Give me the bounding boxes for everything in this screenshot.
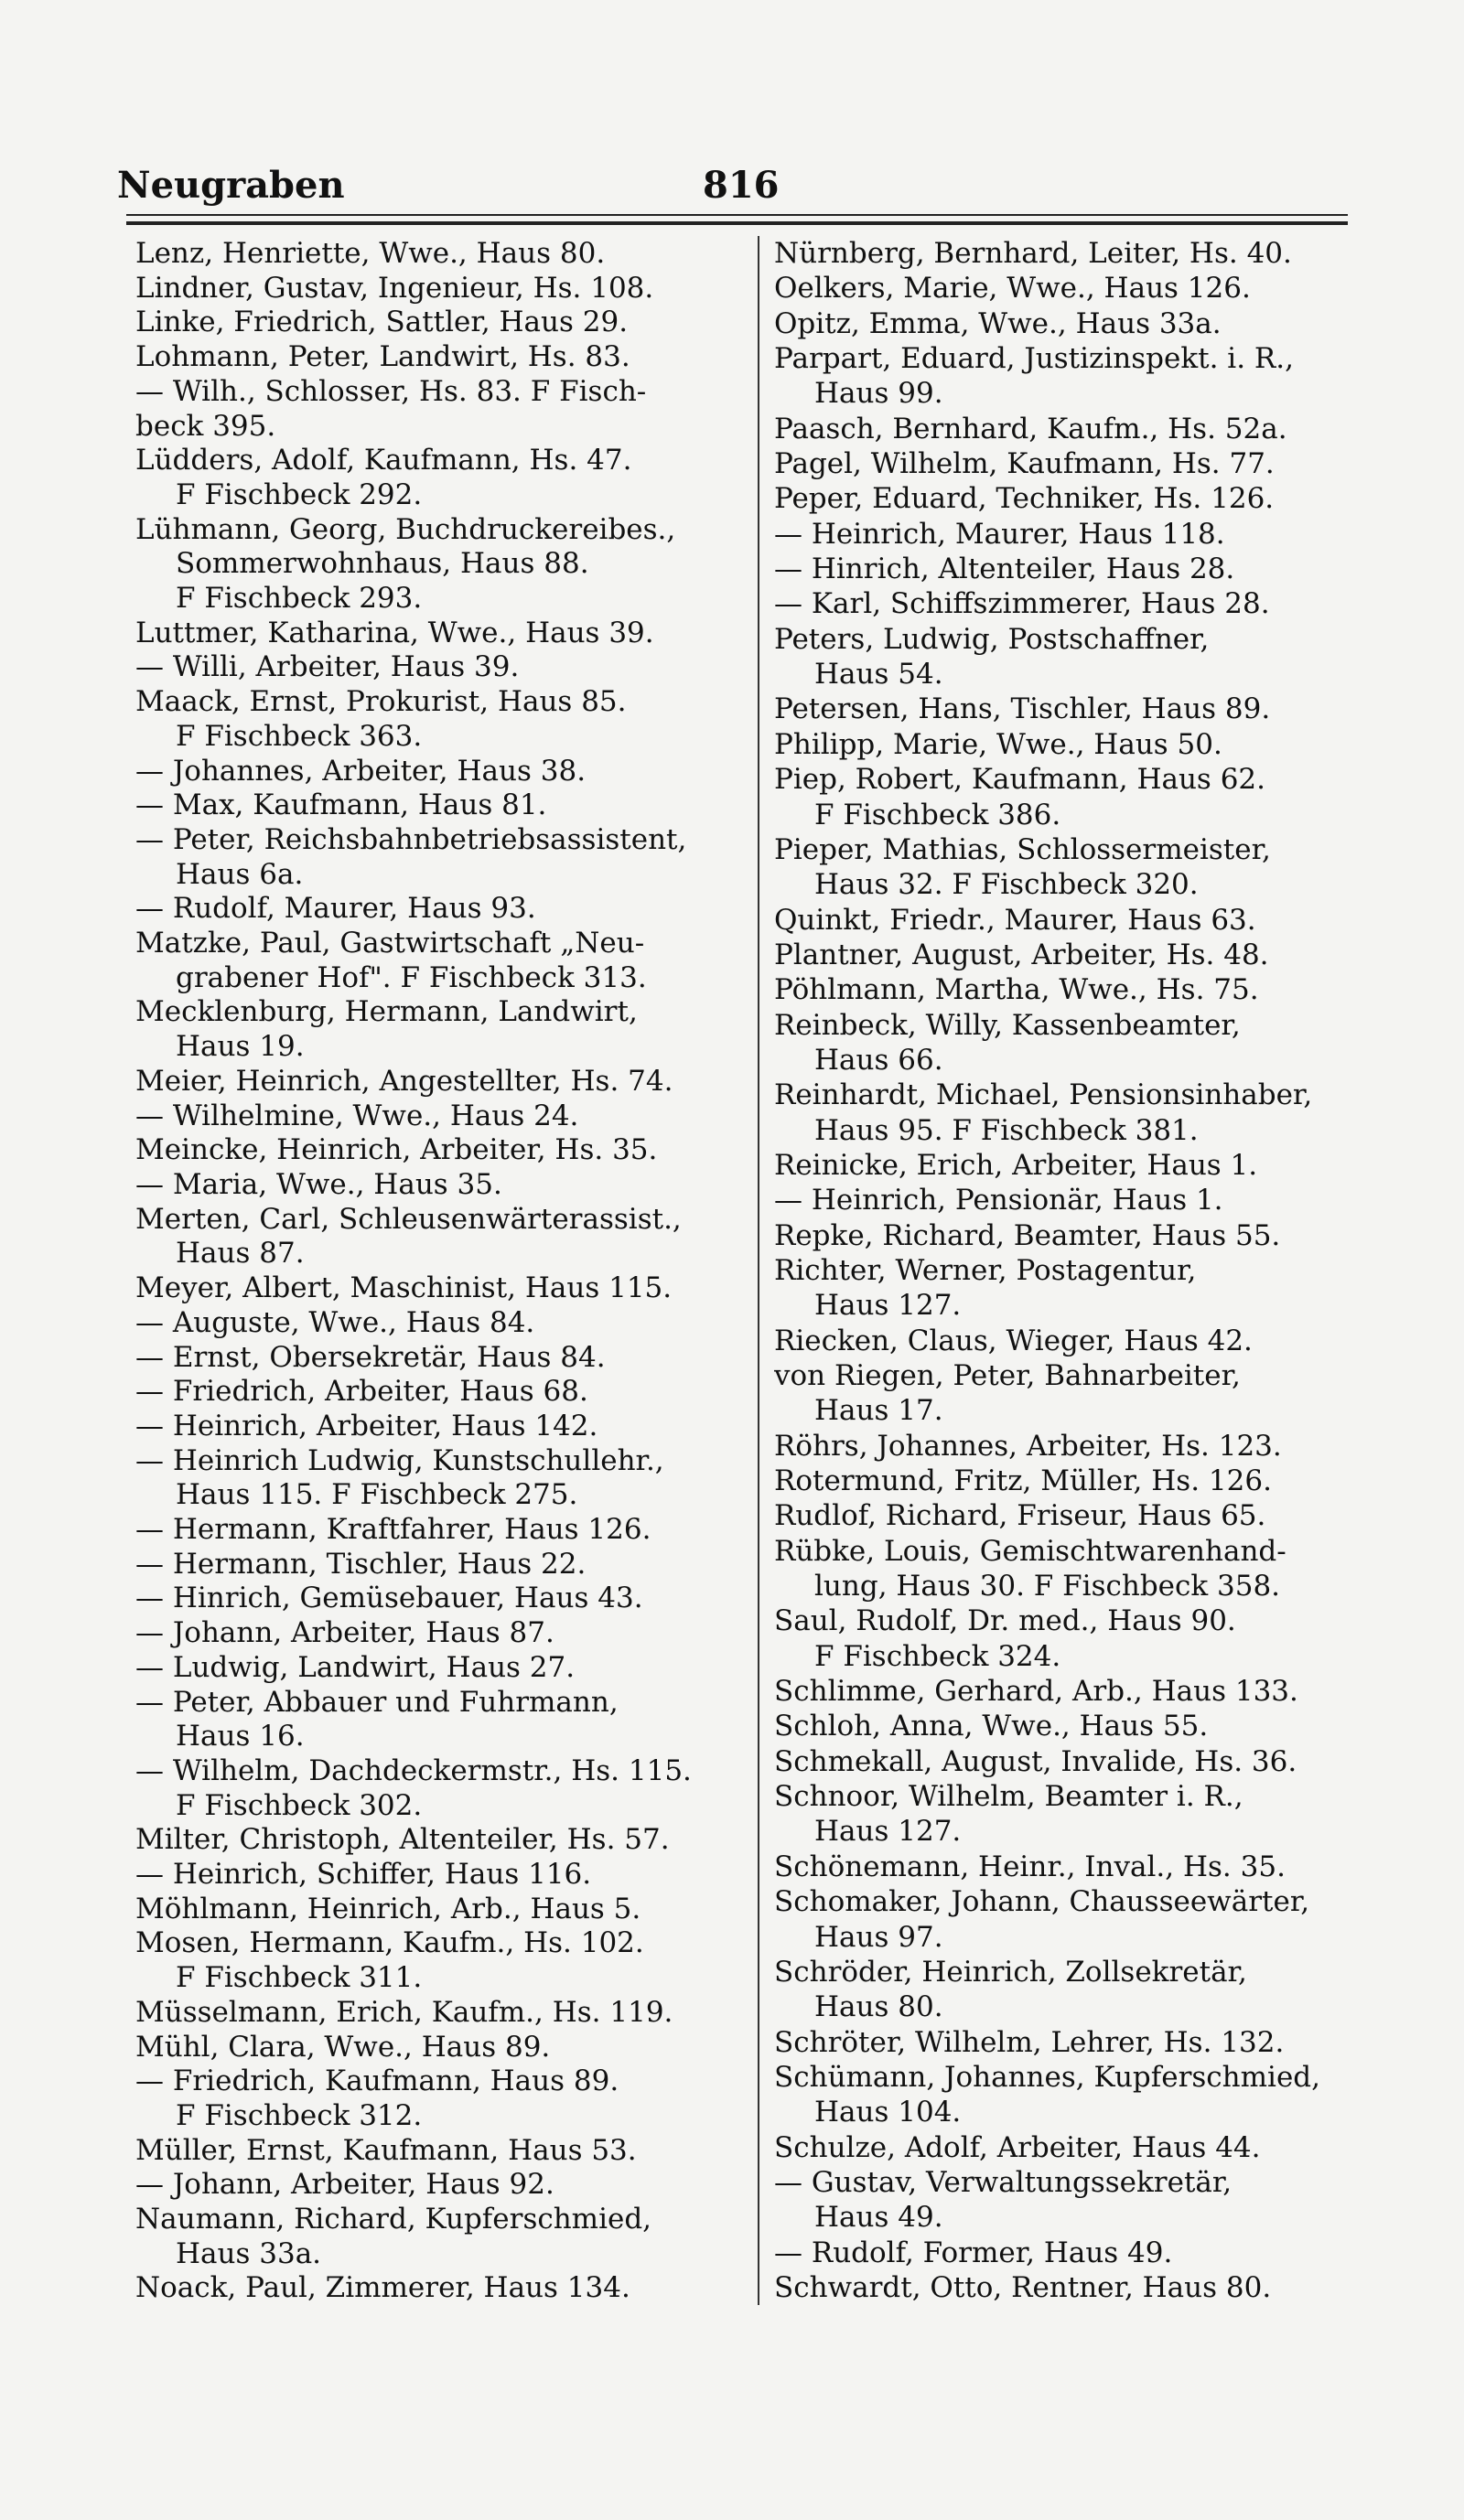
directory-line: lung, Haus 30. F Fischbeck 358. bbox=[814, 1570, 1281, 1603]
directory-line: F Fischbeck 302. bbox=[176, 1788, 423, 1822]
directory-line: Müller, Ernst, Kaufmann, Haus 53. bbox=[135, 2133, 637, 2167]
directory-line: F Fischbeck 293. bbox=[176, 582, 423, 616]
directory-line: Schulze, Adolf, Arbeiter, Haus 44. bbox=[774, 2130, 1261, 2164]
directory-line: Quinkt, Friedr., Maurer, Haus 63. bbox=[774, 903, 1256, 937]
directory-line: Haus 99. bbox=[814, 377, 943, 411]
directory-line: — Heinrich, Pensionär, Haus 1. bbox=[774, 1184, 1223, 1217]
directory-line: F Fischbeck 312. bbox=[176, 2098, 423, 2132]
directory-line: Mühl, Clara, Wwe., Haus 89. bbox=[135, 2030, 551, 2064]
directory-line: Möhlmann, Heinrich, Arb., Haus 5. bbox=[135, 1892, 641, 1925]
directory-line: Pieper, Mathias, Schlossermeister, bbox=[774, 832, 1271, 866]
directory-line: Schönemann, Heinr., Inval., Hs. 35. bbox=[774, 1850, 1286, 1883]
directory-line: F Fischbeck 363. bbox=[176, 719, 423, 753]
directory-line: — Johann, Arbeiter, Haus 87. bbox=[135, 1616, 554, 1650]
directory-line: Paasch, Bernhard, Kaufm., Hs. 52a. bbox=[774, 412, 1287, 445]
directory-line: — Wilh., Schlosser, Hs. 83. F Fisch- bbox=[135, 374, 647, 408]
directory-line: Schümann, Johannes, Kupferschmied, bbox=[774, 2060, 1320, 2094]
header-rule-thick bbox=[126, 221, 1348, 225]
directory-line: Milter, Christoph, Altenteiler, Hs. 57. bbox=[135, 1823, 670, 1857]
directory-line: F Fischbeck 311. bbox=[176, 1961, 423, 1995]
directory-line: Haus 33a. bbox=[176, 2236, 322, 2270]
directory-line: Schwardt, Otto, Rentner, Haus 80. bbox=[774, 2270, 1272, 2304]
directory-line: Lenz, Henriette, Wwe., Haus 80. bbox=[135, 237, 606, 270]
directory-line: — Heinrich Ludwig, Kunstschullehr., bbox=[135, 1443, 664, 1477]
directory-line: Peper, Eduard, Techniker, Hs. 126. bbox=[774, 482, 1275, 516]
right-column bbox=[774, 236, 1378, 2305]
directory-line: Pöhlmann, Martha, Wwe., Hs. 75. bbox=[774, 973, 1259, 1007]
directory-line: Rotermund, Fritz, Müller, Hs. 126. bbox=[774, 1464, 1272, 1498]
directory-line: grabener Hof". F Fischbeck 313. bbox=[176, 960, 647, 994]
directory-line: Oelkers, Marie, Wwe., Haus 126. bbox=[774, 272, 1251, 306]
directory-line: Lühmann, Georg, Buchdruckereibes., bbox=[135, 512, 676, 546]
directory-line: Lüdders, Adolf, Kaufmann, Hs. 47. bbox=[135, 444, 632, 477]
directory-line: Matzke, Paul, Gastwirtschaft „Neu- bbox=[135, 927, 645, 960]
directory-line: — Heinrich, Schiffer, Haus 116. bbox=[135, 1858, 592, 1892]
directory-line: Lohmann, Peter, Landwirt, Hs. 83. bbox=[135, 340, 630, 374]
directory-line: — Friedrich, Kaufmann, Haus 89. bbox=[135, 2064, 619, 2098]
directory-line: Luttmer, Katharina, Wwe., Haus 39. bbox=[135, 616, 654, 649]
directory-line: Schröder, Heinrich, Zollsekretär, bbox=[774, 1955, 1247, 1989]
directory-line: von Riegen, Peter, Bahnarbeiter, bbox=[774, 1359, 1241, 1392]
directory-line: Noack, Paul, Zimmerer, Haus 134. bbox=[135, 2271, 630, 2305]
directory-line: Schmekall, August, Invalide, Hs. 36. bbox=[774, 1744, 1297, 1778]
directory-line: Haus 32. F Fischbeck 320. bbox=[814, 868, 1199, 902]
directory-line: Haus 104. bbox=[814, 2096, 962, 2129]
directory-line: — Hinrich, Gemüsebauer, Haus 43. bbox=[135, 1582, 643, 1615]
left-column bbox=[135, 236, 739, 2305]
directory-line: Schloh, Anna, Wwe., Haus 55. bbox=[774, 1710, 1209, 1743]
directory-line: Müsselmann, Erich, Kaufm., Hs. 119. bbox=[135, 1995, 673, 2029]
directory-line: Meincke, Heinrich, Arbeiter, Hs. 35. bbox=[135, 1133, 658, 1167]
directory-line: Reinicke, Erich, Arbeiter, Haus 1. bbox=[774, 1148, 1258, 1182]
page-number: 816 bbox=[703, 164, 780, 207]
directory-line: Meier, Heinrich, Angestellter, Hs. 74. bbox=[135, 1064, 673, 1098]
directory-line: Repke, Richard, Beamter, Haus 55. bbox=[774, 1218, 1281, 1252]
directory-line: Haus 19. bbox=[176, 1030, 305, 1064]
directory-line: Pagel, Wilhelm, Kaufmann, Hs. 77. bbox=[774, 447, 1275, 481]
directory-line: Piep, Robert, Kaufmann, Haus 62. bbox=[774, 763, 1265, 797]
directory-line: Riecken, Claus, Wieger, Haus 42. bbox=[774, 1324, 1253, 1357]
directory-line: Haus 66. bbox=[814, 1043, 943, 1077]
directory-line: Haus 6a. bbox=[176, 857, 304, 891]
directory-line: Saul, Rudolf, Dr. med., Haus 90. bbox=[774, 1604, 1236, 1638]
directory-line: — Maria, Wwe., Haus 35. bbox=[135, 1167, 502, 1201]
directory-line: Parpart, Eduard, Justizinspekt. i. R., bbox=[774, 342, 1294, 376]
directory-line: Sommerwohnhaus, Haus 88. bbox=[176, 547, 589, 581]
directory-line: F Fischbeck 292. bbox=[176, 477, 423, 511]
directory-line: — Heinrich, Maurer, Haus 118. bbox=[774, 517, 1225, 551]
directory-line: Petersen, Hans, Tischler, Haus 89. bbox=[774, 692, 1271, 726]
directory-line: Opitz, Emma, Wwe., Haus 33a. bbox=[774, 306, 1222, 340]
directory-line: — Friedrich, Arbeiter, Haus 68. bbox=[135, 1375, 588, 1409]
directory-line: beck 395. bbox=[135, 409, 276, 443]
page-title: Neugraben bbox=[117, 164, 345, 207]
directory-line: Nürnberg, Bernhard, Leiter, Hs. 40. bbox=[774, 237, 1292, 270]
directory-line: Linke, Friedrich, Sattler, Haus 29. bbox=[135, 306, 629, 339]
directory-line: F Fischbeck 386. bbox=[814, 798, 1061, 831]
directory-line: Haus 54. bbox=[814, 658, 943, 692]
directory-line: Haus 127. bbox=[814, 1815, 962, 1849]
directory-line: Rudlof, Richard, Friseur, Haus 65. bbox=[774, 1499, 1266, 1533]
directory-line: Naumann, Richard, Kupferschmied, bbox=[135, 2203, 652, 2236]
directory-line: Reinhardt, Michael, Pensionsinhaber, bbox=[774, 1078, 1313, 1112]
directory-line: F Fischbeck 324. bbox=[814, 1639, 1061, 1673]
directory-line: — Willi, Arbeiter, Haus 39. bbox=[135, 650, 520, 684]
directory-line: Haus 87. bbox=[176, 1237, 305, 1271]
directory-line: — Peter, Abbauer und Fuhrmann, bbox=[135, 1685, 619, 1719]
directory-line: Peters, Ludwig, Postschaffner, bbox=[774, 622, 1210, 656]
directory-line: — Max, Kaufmann, Haus 81. bbox=[135, 788, 547, 822]
directory-line: Merten, Carl, Schleusenwärterassist., bbox=[135, 1202, 682, 1236]
directory-line: — Wilhelmine, Wwe., Haus 24. bbox=[135, 1099, 579, 1132]
directory-line: Haus 17. bbox=[814, 1394, 943, 1428]
directory-line: — Johann, Arbeiter, Haus 92. bbox=[135, 2168, 554, 2202]
directory-line: — Auguste, Wwe., Haus 84. bbox=[135, 1305, 535, 1339]
directory-line: Haus 115. F Fischbeck 275. bbox=[176, 1478, 578, 1512]
directory-line: — Rudolf, Former, Haus 49. bbox=[774, 2236, 1173, 2269]
directory-line: Reinbeck, Willy, Kassenbeamter, bbox=[774, 1008, 1241, 1042]
directory-line: — Gustav, Verwaltungssekretär, bbox=[774, 2165, 1233, 2199]
directory-line: Plantner, August, Arbeiter, Hs. 48. bbox=[774, 938, 1269, 971]
directory-line: Haus 97. bbox=[814, 1920, 943, 1954]
directory-line: Philipp, Marie, Wwe., Haus 50. bbox=[774, 727, 1222, 761]
directory-line: Mecklenburg, Hermann, Landwirt, bbox=[135, 995, 638, 1029]
directory-line: Haus 49. bbox=[814, 2201, 943, 2235]
directory-line: — Hinrich, Altenteiler, Haus 28. bbox=[774, 552, 1235, 586]
directory-line: Maack, Ernst, Prokurist, Haus 85. bbox=[135, 685, 627, 719]
directory-line: Rübke, Louis, Gemischtwarenhand- bbox=[774, 1534, 1286, 1568]
directory-line: Mosen, Hermann, Kaufm., Hs. 102. bbox=[135, 1926, 644, 1960]
directory-line: Haus 16. bbox=[176, 1720, 305, 1753]
directory-line: — Hermann, Tischler, Haus 22. bbox=[135, 1547, 587, 1581]
directory-line: Schröter, Wilhelm, Lehrer, Hs. 132. bbox=[774, 2025, 1285, 2059]
page-header bbox=[117, 163, 1348, 209]
directory-line: Schnoor, Wilhelm, Beamter i. R., bbox=[774, 1780, 1243, 1814]
directory-line: — Rudolf, Maurer, Haus 93. bbox=[135, 892, 536, 926]
directory-line: — Hermann, Kraftfahrer, Haus 126. bbox=[135, 1513, 651, 1547]
directory-line: — Karl, Schiffszimmerer, Haus 28. bbox=[774, 587, 1270, 621]
directory-line: Haus 80. bbox=[814, 1990, 943, 2024]
directory-line: Haus 127. bbox=[814, 1289, 962, 1323]
directory-line: Haus 95. F Fischbeck 381. bbox=[814, 1113, 1199, 1147]
directory-line: Meyer, Albert, Maschinist, Haus 115. bbox=[135, 1271, 673, 1305]
directory-line: — Johannes, Arbeiter, Haus 38. bbox=[135, 754, 587, 788]
directory-line: Schomaker, Johann, Chausseewärter, bbox=[774, 1885, 1310, 1919]
column-divider bbox=[758, 236, 759, 2305]
directory-line: Röhrs, Johannes, Arbeiter, Hs. 123. bbox=[774, 1429, 1282, 1463]
directory-line: Schlimme, Gerhard, Arb., Haus 133. bbox=[774, 1675, 1298, 1709]
directory-line: Lindner, Gustav, Ingenieur, Hs. 108. bbox=[135, 271, 654, 305]
directory-line: Richter, Werner, Postagentur, bbox=[774, 1253, 1197, 1287]
directory-line: — Ernst, Obersekretär, Haus 84. bbox=[135, 1340, 606, 1374]
directory-line: — Peter, Reichsbahnbetriebsassistent, bbox=[135, 822, 687, 856]
directory-line: — Wilhelm, Dachdeckermstr., Hs. 115. bbox=[135, 1753, 692, 1787]
header-rule-thin bbox=[126, 214, 1348, 216]
directory-line: — Ludwig, Landwirt, Haus 27. bbox=[135, 1650, 576, 1684]
directory-line: — Heinrich, Arbeiter, Haus 142. bbox=[135, 1409, 598, 1442]
